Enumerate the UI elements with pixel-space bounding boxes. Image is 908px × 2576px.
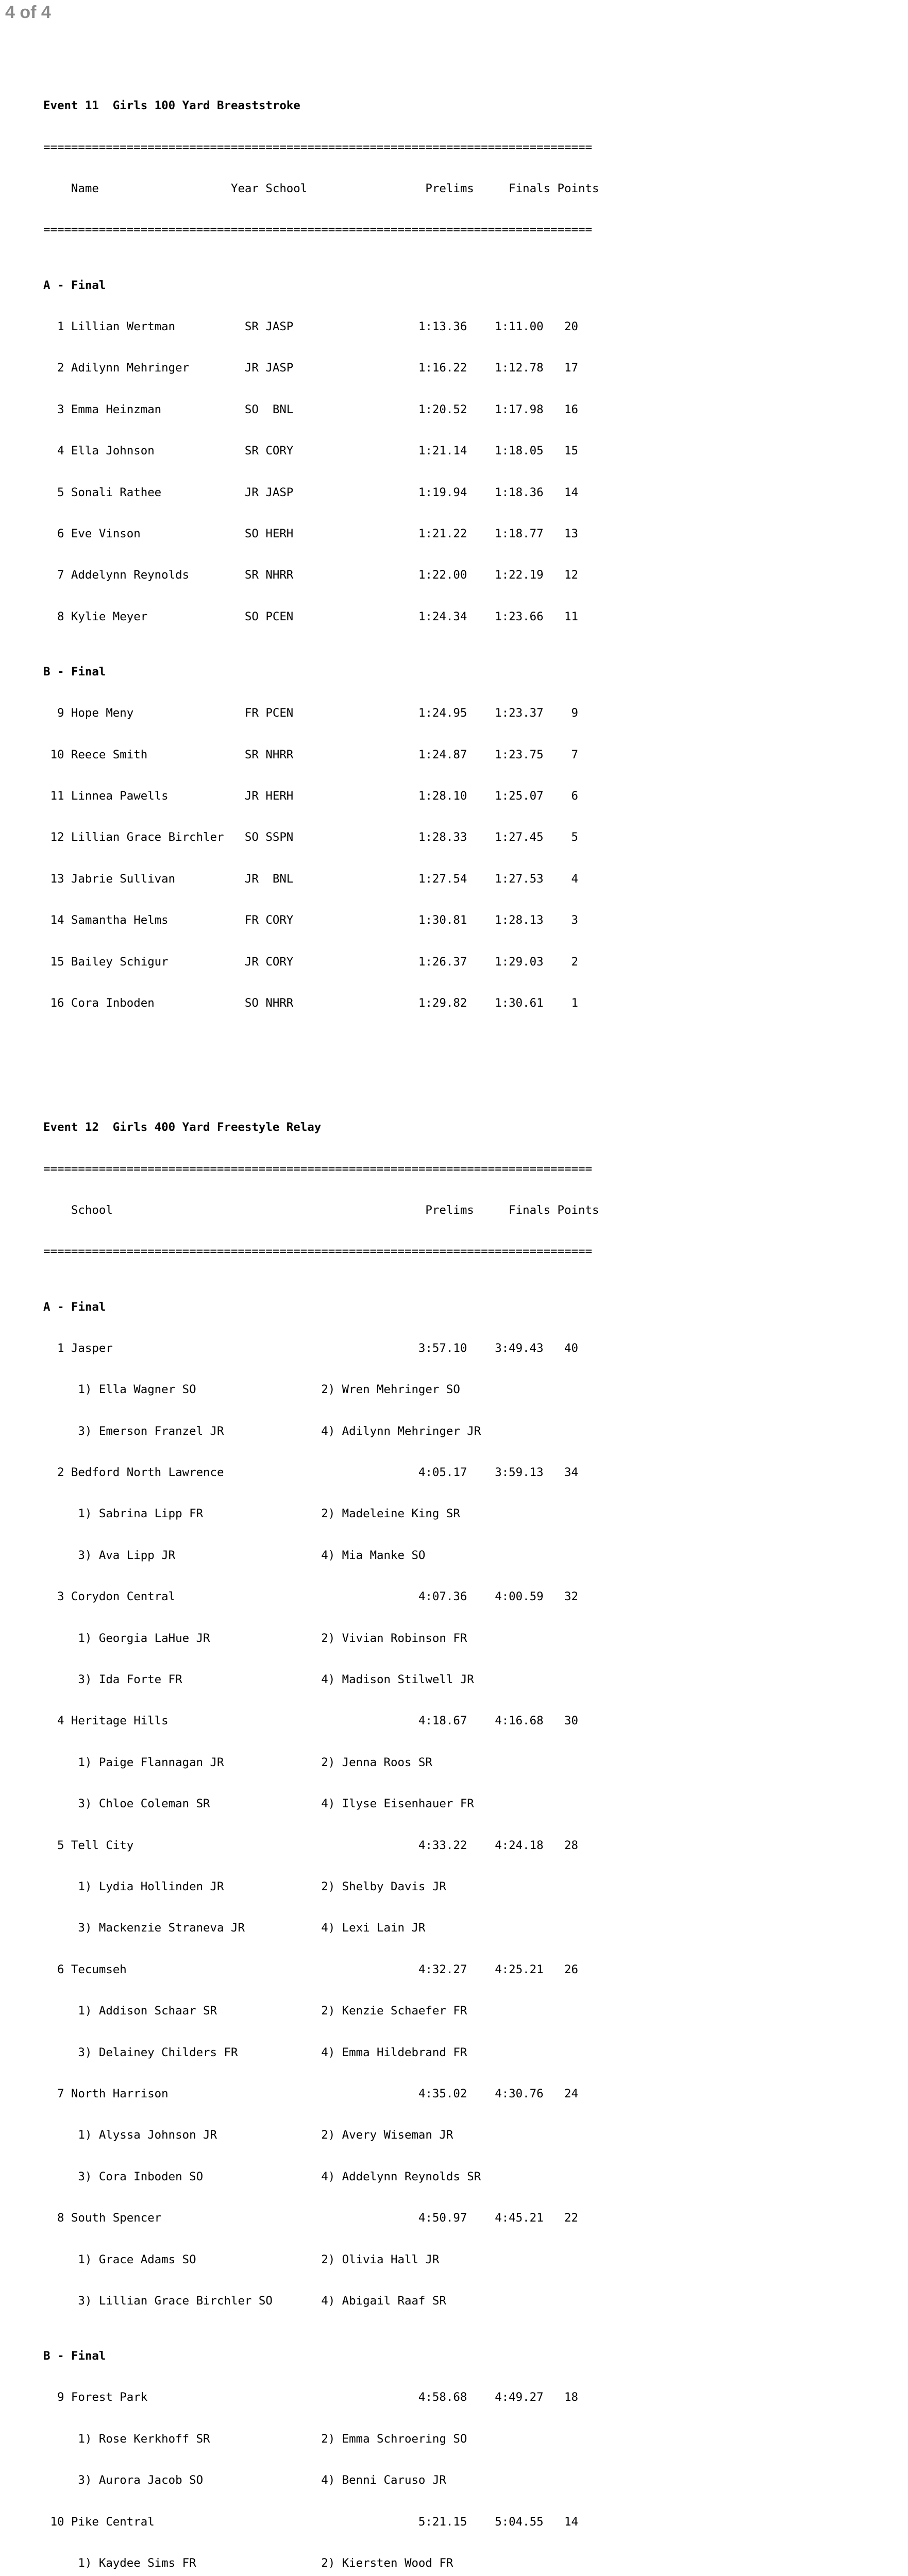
- relay-swimmers-row: 3) Chloe Coleman SR 4) Ilyse Eisenhauer FR: [43, 1797, 474, 1811]
- relay-swimmers-row: 1) Addison Schaar SR 2) Kenzie Schaefer FR: [43, 2004, 467, 2018]
- result-row: 6 Eve Vinson SO HERH 1:21.22 1:18.77 13: [43, 527, 578, 540]
- relay-swimmers-row: 1) Grace Adams SO 2) Olivia Hall JR: [43, 2252, 440, 2266]
- column-header: Name Year School Prelims Finals Points: [43, 181, 599, 195]
- relay-team-row: 10 Pike Central 5:21.15 5:04.55 14: [43, 2515, 578, 2529]
- result-row: 1 Lillian Wertman SR JASP 1:13.36 1:11.00 20: [43, 319, 578, 333]
- column-header: School Prelims Finals Points: [43, 1203, 599, 1217]
- relay-swimmers-row: 3) Mackenzie Straneva JR 4) Lexi Lain JR: [43, 1921, 426, 1935]
- result-row: 13 Jabrie Sullivan JR BNL 1:27.54 1:27.53 4: [43, 872, 578, 886]
- result-row: 10 Reece Smith SR NHRR 1:24.87 1:23.75 7: [43, 748, 578, 761]
- results-report: [43, 44, 599, 2576]
- result-row: 5 Sonali Rathee JR JASP 1:19.94 1:18.36 14: [43, 485, 578, 499]
- blank-line: [43, 1052, 599, 1065]
- relay-swimmers-row: 1) Alyssa Johnson JR 2) Avery Wiseman JR: [43, 2128, 453, 2142]
- relay-swimmers-row: 3) Emerson Franzel JR 4) Adilynn Mehringer JR: [43, 1424, 481, 1438]
- relay-swimmers-row: 1) Kaydee Sims FR 2) Kiersten Wood FR: [43, 2556, 453, 2570]
- relay-swimmers-row: 1) Paige Flannagan JR 2) Jenna Roos SR: [43, 1755, 432, 1769]
- section-label: A - Final: [43, 1300, 106, 1314]
- relay-swimmers-row: 1) Lydia Hollinden JR 2) Shelby Davis JR: [43, 1879, 446, 1893]
- relay-team-row: 8 South Spencer 4:50.97 4:45.21 22: [43, 2211, 578, 2225]
- relay-swimmers-row: 1) Georgia LaHue JR 2) Vivian Robinson FR: [43, 1631, 467, 1645]
- result-row: 11 Linnea Pawells JR HERH 1:28.10 1:25.07 6: [43, 789, 578, 803]
- page-indicator: 4 of 4: [5, 3, 51, 22]
- relay-team-row: 7 North Harrison 4:35.02 4:30.76 24: [43, 2087, 578, 2100]
- relay-swimmers-row: 3) Delainey Childers FR 4) Emma Hildebrand FR: [43, 2045, 467, 2059]
- result-row: 15 Bailey Schigur JR CORY 1:26.37 1:29.03 2: [43, 955, 578, 969]
- relay-team-row: 4 Heritage Hills 4:18.67 4:16.68 30: [43, 1714, 578, 1728]
- rule-divider: ===============================================================================: [43, 1245, 592, 1259]
- result-row: 4 Ella Johnson SR CORY 1:21.14 1:18.05 15: [43, 444, 578, 458]
- rule-divider: ===============================================================================: [43, 1162, 592, 1176]
- result-row: 3 Emma Heinzman SO BNL 1:20.52 1:17.98 16: [43, 402, 578, 416]
- result-row: 12 Lillian Grace Birchler SO SSPN 1:28.33 1:27.45 5: [43, 831, 578, 844]
- result-row: 9 Hope Meny FR PCEN 1:24.95 1:23.37 9: [43, 706, 578, 720]
- section-label: A - Final: [43, 278, 106, 292]
- relay-team-row: 5 Tell City 4:33.22 4:24.18 28: [43, 1838, 578, 1852]
- relay-team-row: 2 Bedford North Lawrence 4:05.17 3:59.13 34: [43, 1466, 578, 1480]
- result-row: 16 Cora Inboden SO NHRR 1:29.82 1:30.61 1: [43, 996, 578, 1010]
- relay-swimmers-row: 1) Ella Wagner SO 2) Wren Mehringer SO: [43, 1383, 460, 1397]
- section-label: B - Final: [43, 665, 106, 679]
- relay-swimmers-row: 3) Cora Inboden SO 4) Addelynn Reynolds SR: [43, 2170, 481, 2183]
- relay-team-row: 6 Tecumseh 4:32.27 4:25.21 26: [43, 1962, 578, 1976]
- relay-swimmers-row: 3) Ida Forte FR 4) Madison Stilwell JR: [43, 1673, 474, 1687]
- result-row: 8 Kylie Meyer SO PCEN 1:24.34 1:23.66 11: [43, 609, 578, 623]
- relay-team-row: 9 Forest Park 4:58.68 4:49.27 18: [43, 2391, 578, 2404]
- relay-team-row: 3 Corydon Central 4:07.36 4:00.59 32: [43, 1590, 578, 1604]
- section-label: B - Final: [43, 2349, 106, 2363]
- event-header: Event 11 Girls 100 Yard Breaststroke: [43, 99, 300, 113]
- result-row: 14 Samantha Helms FR CORY 1:30.81 1:28.13 3: [43, 913, 578, 927]
- result-row: 7 Addelynn Reynolds SR NHRR 1:22.00 1:22.19 12: [43, 568, 578, 582]
- result-row: 2 Adilynn Mehringer JR JASP 1:16.22 1:12.78 17: [43, 361, 578, 375]
- rule-divider: ===============================================================================: [43, 140, 592, 154]
- relay-team-row: 1 Jasper 3:57.10 3:49.43 40: [43, 1341, 578, 1355]
- relay-swimmers-row: 3) Ava Lipp JR 4) Mia Manke SO: [43, 1548, 426, 1562]
- event-header: Event 12 Girls 400 Yard Freestyle Relay: [43, 1121, 322, 1134]
- rule-divider: ===============================================================================: [43, 223, 592, 237]
- relay-swimmers-row: 3) Lillian Grace Birchler SO 4) Abigail Raaf SR: [43, 2294, 446, 2308]
- relay-swimmers-row: 1) Sabrina Lipp FR 2) Madeleine King SR: [43, 1507, 460, 1521]
- relay-swimmers-row: 3) Aurora Jacob SO 4) Benni Caruso JR: [43, 2473, 446, 2487]
- relay-swimmers-row: 1) Rose Kerkhoff SR 2) Emma Schroering SO: [43, 2432, 467, 2446]
